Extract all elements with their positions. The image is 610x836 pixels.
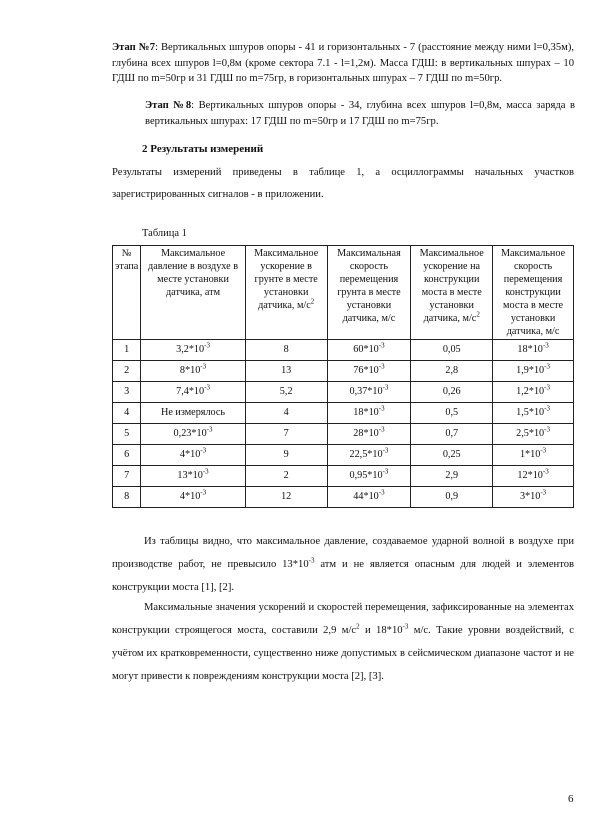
table-cell: 5: [113, 424, 141, 445]
table-cell: $28*10^{-3}$: [327, 424, 411, 445]
conclusion-paragraph-2: Максимальные значения ускорений и скоростей перемещения, зафиксированные на элементах конструкции строящегося моста, составили 2,9 $м/с^2$ и $18*10^{-3}$ м/с. Такие уровни воздействий, с учётом их кратковременности, существенно ниже допустимых в сейсмическом диапазоне частот и не могут привести к повреждениям конструкции моста [2], [3].: [112, 602, 574, 682]
table-row: [113, 340, 574, 361]
header-bridge-velocity: Максимальное скорость перемещения конструкции моста в месте установки датчика, м/с: [493, 246, 574, 340]
table-row: [113, 424, 574, 445]
table-cell: 2,8: [411, 361, 493, 382]
table-cell: $0,23*10^{-3}$: [141, 424, 245, 445]
stage7-text: : Вертикальных шпуров опоры - 41 и горизонтальных - 7 (расстояние между ними l=0,35м), глубина всех шпуров l=0,8м (кроме сектора 7.1 - l=1,2м). Масса ГДШ: в вертикальных шпурах – 10 ГДШ по m=50гр и 31 ГДШ по m=75гр, в горизонтальных шпурах – 7 ГДШ по m=50гр.: [112, 42, 574, 84]
table-cell: $18*10^{-3}$: [493, 340, 574, 361]
table-cell: $22,5*10^{-3}$: [327, 445, 411, 466]
table-cell: 4: [113, 403, 141, 424]
page-number: 6: [568, 793, 574, 805]
header-bridge-acceleration: Максимальное ускорение на конструкции моста в месте установки датчика, $м/с^2$: [411, 246, 493, 340]
table-cell: $0,37*10^{-3}$: [327, 382, 411, 403]
table-cell: $1*10^{-3}$: [493, 445, 574, 466]
stage7-label: Этап №7: [112, 42, 156, 53]
table-cell: Не измерялось: [141, 403, 245, 424]
table-cell: 4: [245, 403, 327, 424]
table-cell: 7: [113, 466, 141, 487]
table-cell: $13*10^{-3}$: [141, 466, 245, 487]
table-cell: $76*10^{-3}$: [327, 361, 411, 382]
table-cell: 0,7: [411, 424, 493, 445]
table-cell: 5,2: [245, 382, 327, 403]
table-cell: 8: [113, 487, 141, 508]
stage8-label: Этап №8: [145, 100, 192, 111]
table-cell: $3,2*10^{-3}$: [141, 340, 245, 361]
table-cell: $8*10^{-3}$: [141, 361, 245, 382]
table-row: [113, 361, 574, 382]
header-air-pressure: Максимальное давление в воздухе в месте установки датчика, атм: [141, 246, 245, 340]
table-row: [113, 445, 574, 466]
table-cell: 0,25: [411, 445, 493, 466]
table-cell: $1,5*10^{-3}$: [493, 403, 574, 424]
table-body: [113, 340, 574, 508]
table-cell: $7,4*10^{-3}$: [141, 382, 245, 403]
header-ground-acceleration: Максимальное ускорение в грунте в месте установки датчика, $м/с^2$: [245, 246, 327, 340]
table-cell: $1,2*10^{-3}$: [493, 382, 574, 403]
section-heading: 2 Результаты измерений: [142, 143, 264, 155]
header-stage: № этапа: [113, 246, 141, 340]
table-cell: $2,5*10^{-3}$: [493, 424, 574, 445]
table-cell: 2: [113, 361, 141, 382]
table-cell: $3*10^{-3}$: [493, 487, 574, 508]
table-cell: $18*10^{-3}$: [327, 403, 411, 424]
table-cell: 2: [245, 466, 327, 487]
table-row: [113, 403, 574, 424]
table-cell: $60*10^{-3}$: [327, 340, 411, 361]
table-cell: 7: [245, 424, 327, 445]
table-cell: $4*10^{-3}$: [141, 445, 245, 466]
stage8-paragraph: [145, 98, 575, 129]
table-cell: 0,26: [411, 382, 493, 403]
table-cell: 9: [245, 445, 327, 466]
table-cell: 1: [113, 340, 141, 361]
intro-paragraph: Результаты измерений приведены в таблице 1, а осциллограммы начальных участков зарегистрированных сигналов - в приложении.: [112, 167, 574, 200]
table-row: [113, 382, 574, 403]
table-cell: $1,9*10^{-3}$: [493, 361, 574, 382]
table-cell: 0,5: [411, 403, 493, 424]
stage8-text: : Вертикальных шпуров опоры - 34, глубина всех шпуров l=0,8м, масса заряда в вертикальных шпурах: 17 ГДШ по m=50гр и 17 ГДШ по m=75гр.: [145, 100, 575, 127]
header-ground-velocity: Максимальная скорость перемещения грунта в месте установки датчика, м/с: [327, 246, 411, 340]
table-cell: 3: [113, 382, 141, 403]
results-table: [112, 245, 574, 508]
table-cell: 8: [245, 340, 327, 361]
table-cell: $44*10^{-3}$: [327, 487, 411, 508]
table-caption: Таблица 1: [142, 228, 187, 239]
table-cell: 13: [245, 361, 327, 382]
table-cell: 12: [245, 487, 327, 508]
table-row: [113, 487, 574, 508]
table-cell: 6: [113, 445, 141, 466]
stage7-paragraph: [112, 40, 574, 87]
table-cell: 2,9: [411, 466, 493, 487]
table-row: [113, 466, 574, 487]
table-cell: $0,95*10^{-3}$: [327, 466, 411, 487]
table-cell: 0,9: [411, 487, 493, 508]
conclusion-paragraph-1: Из таблицы видно, что максимальное давление, создаваемое ударной волной в воздухе при производстве работ, не превысило $13*10^{-3}$ атм и не является опасным для людей и элементов конструкции моста [1], [2].: [112, 536, 574, 593]
table-cell: 0,05: [411, 340, 493, 361]
table-header-row: [113, 246, 574, 340]
table-cell: $12*10^{-3}$: [493, 466, 574, 487]
table-cell: $4*10^{-3}$: [141, 487, 245, 508]
